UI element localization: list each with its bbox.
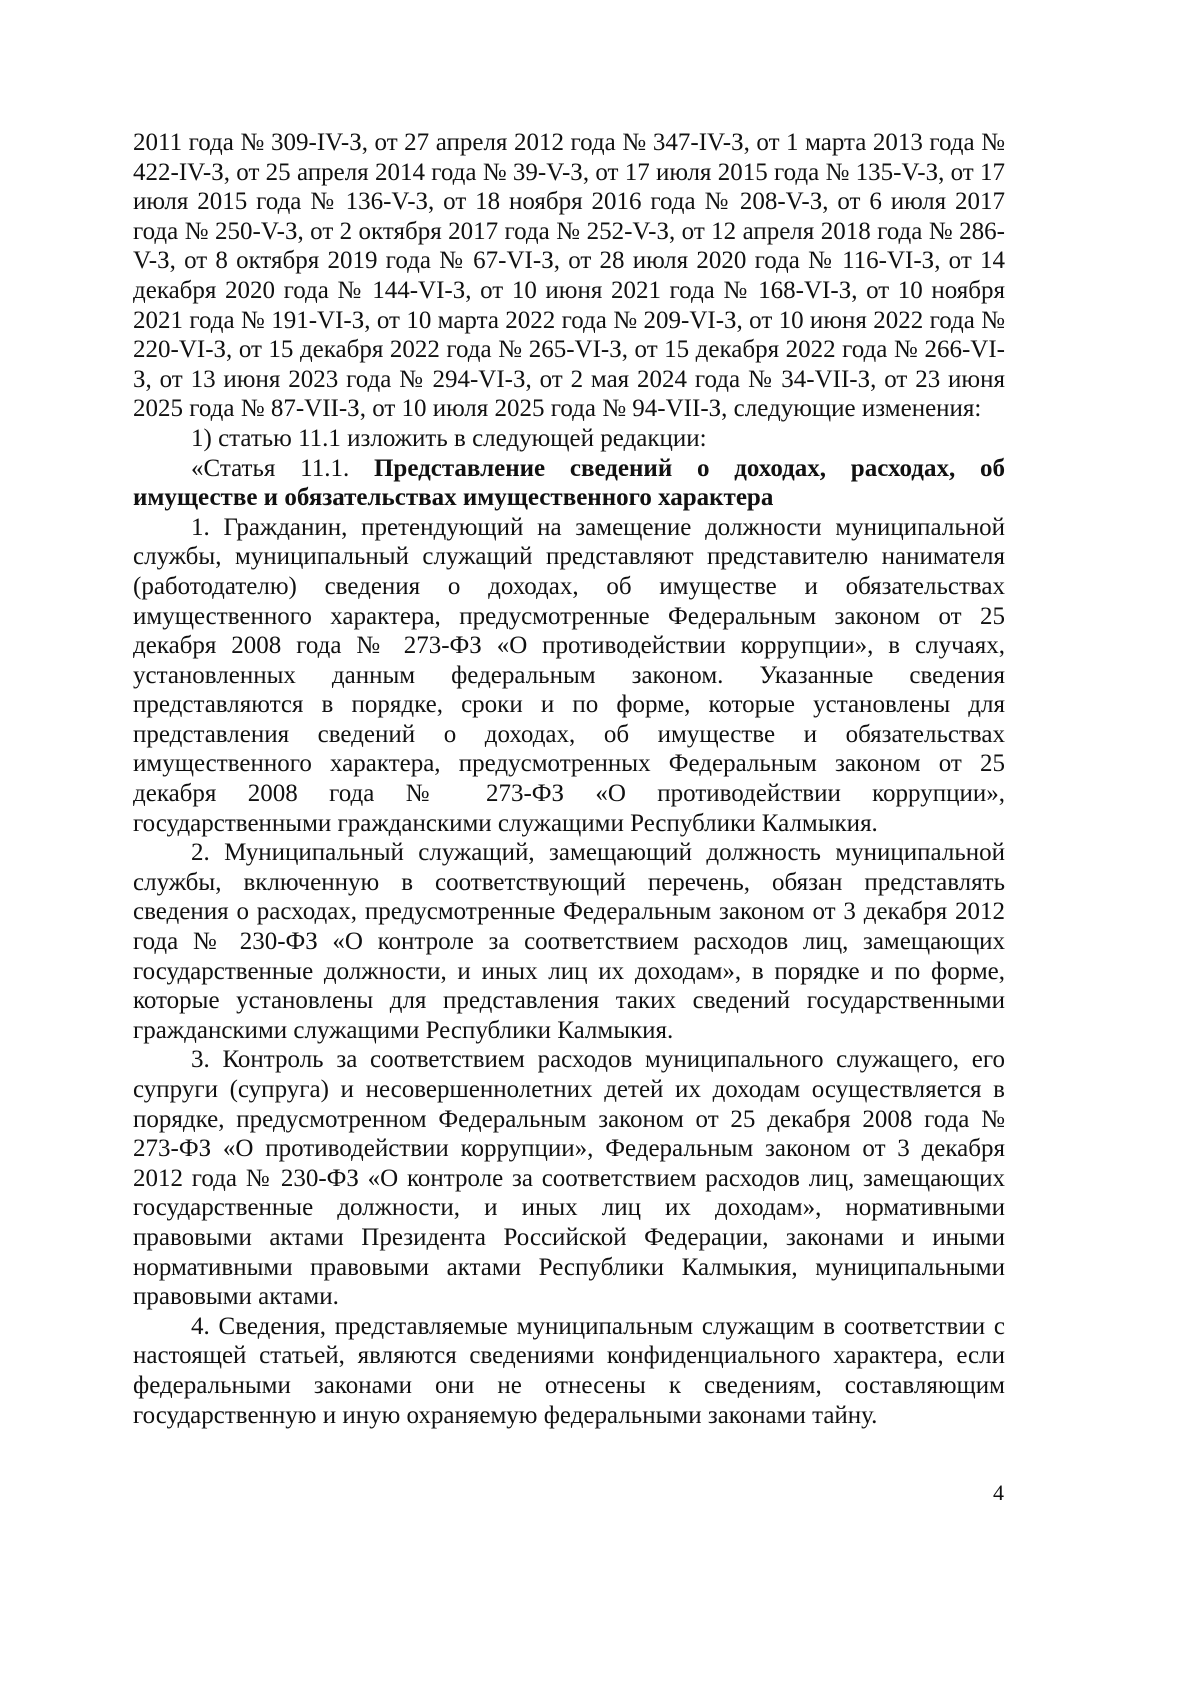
paragraph-3: 3. Контроль за соответствием расходов муниципального служащего, его супруги (супруга) и несовершеннолетних детей их доходам осуществляется в порядке, предусмотренном Федеральным законом от 25 декабря 2008 года № 273-ФЗ «О противодействии коррупции», Федеральным законом от 3 декабря 2012 года № 230-ФЗ «О контроле за соответствием расходов лиц, замещающих государственные должности, и иных лиц их доходам», нормативными правовыми актами Президента Российской Федерации, законами и иными нормативными правовыми актами Республики Калмыкия, муниципальными правовыми актами. [133,1046,1005,1311]
article-heading [133,454,1005,513]
paragraph-2: 2. Муниципальный служащий, замещающий должность муниципальной службы, включенную в соответствующий перечень, обязан представлять сведения о расходах, предусмотренные Федеральным законом от 3 декабря 2012 года № 230-ФЗ «О контроле за соответствием расходов лиц, замещающих государственные должности, и иных лиц их доходам», в порядке и по форме, которые установлены для представления таких сведений государственными гражданскими служащими Республики Калмыкия. [133,839,1005,1044]
page-number: 4 [993,1480,1004,1505]
article-prefix: «Статья 11.1. [191,454,374,482]
intro-paragraph: 2011 года № 309-IV-З, от 27 апреля 2012 года № 347-IV-З, от 1 марта 2013 года № 422-IV-З, от 25 апреля 2014 года № 39-V-З, от 17 июля 2015 года № 135-V-З, от 17 июля 2015 года № 136-V-З, от 18 ноября 2016 года № 208-V-З, от 6 июля 2017 года № 250-V-З, от 2 октября 2017 года № 252-V-З, от 12 апреля 2018 года № 286-V-З, от 8 октября 2019 года № 67-VI-З, от 28 июля 2020 года № 116-VI-З, от 14 декабря 2020 года № 144-VI-З, от 10 июня 2021 года № 168-VI-З, от 10 ноября 2021 года № 191-VI-З, от 10 марта 2022 года № 209-VI-З, от 10 июня 2022 года № 220-VI-З, от 15 декабря 2022 года № 265-VI-З, от 15 декабря 2022 года № 266-VI-З, от 13 июня 2023 года № 294-VI-З, от 2 мая 2024 года № 34-VII-З, от 23 июня 2025 года № 87-VII-З, от 10 июля 2025 года № 94-VII-З, следующие изменения: [133,129,1005,423]
item-1: 1) статью 11.1 изложить в следующей редакции: [191,424,707,452]
article-title: Представление сведений о доходах, расходах, об имуществе и обязательствах имущественного характера [133,454,1005,512]
paragraph-1: 1. Гражданин, претендующий на замещение должности муниципальной службы, муниципальный служащий представляют представителю нанимателя (работодателю) сведения о доходах, об имуществе и обязательствах имущественного характера, предусмотренные Федеральным законом от 25 декабря 2008 года № 273-ФЗ «О противодействии коррупции», в случаях, установленных данным федеральным законом. Указанные сведения представляются в порядке, сроки и по форме, которые установлены для представления сведений о доходах, об имуществе и обязательствах имущественного характера, предусмотренных Федеральным законом от 25 декабря 2008 года № 273-ФЗ «О противодействии коррупции», государственными гражданскими служащими Республики Калмыкия. [133,513,1005,837]
paragraph-4: 4. Сведения, представляемые муниципальным служащим в соответствии с настоящей статьей, являются сведениями конфиденциального характера, если федеральными законами они не отнесены к сведениям, составляющим государственную и иную охраняемую федеральными законами тайну. [133,1312,1005,1429]
document-body [133,128,1005,1430]
